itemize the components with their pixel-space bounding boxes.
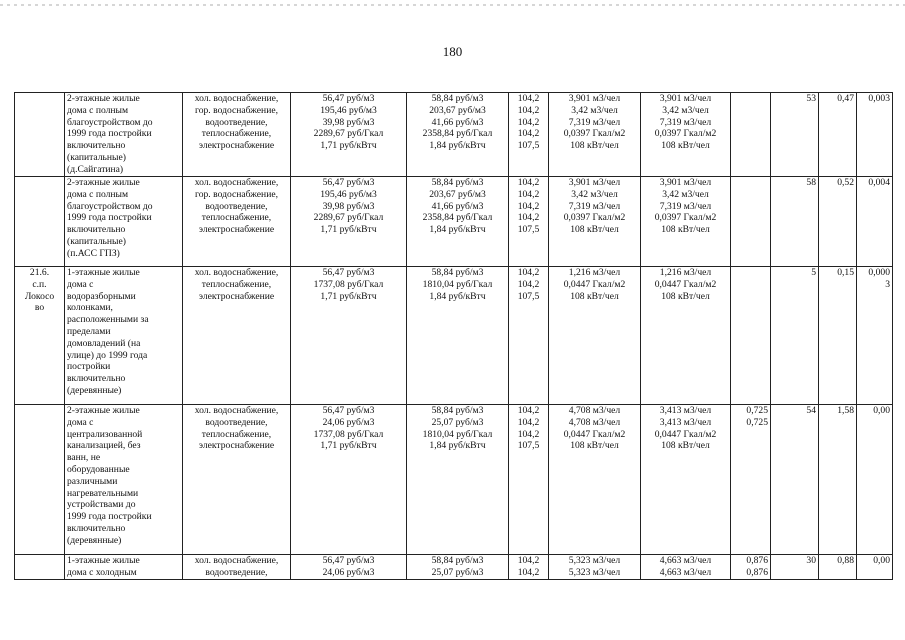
row-tariff-2014-cell: 58,84 руб/м3 25,07 руб/м3 1810,04 руб/Гкал 1,84 руб/кВтч	[407, 405, 509, 555]
row-services-cell: хол. водоснабжение, гор. водоснабжение, водоотведение, теплоснабжение, электроснабжение	[183, 177, 291, 267]
page-number: 180	[442, 44, 463, 59]
row-value2-cell: 0,000 3	[857, 267, 893, 405]
row-count-cell: 54	[771, 405, 819, 555]
row-tariff-2014-cell: 58,84 руб/м3 1810,04 руб/Гкал 1,84 руб/кВтч	[407, 267, 509, 405]
row-tariff-2013-cell: 56,47 руб/м3 195,46 руб/м3 39,98 руб/м3 2289,67 руб/Гкал 1,71 руб/кВтч	[291, 93, 407, 177]
row-index-growth-cell: 104,2 104,2 107,5	[509, 267, 549, 405]
row-services-cell: хол. водоснабжение, гор. водоснабжение, водоотведение, теплоснабжение, электроснабжение	[183, 93, 291, 177]
row-description-cell: 2-этажные жилые дома с полным благоустройством до 1999 года постройки включительно (капитальные) (п.АСС ГПЗ)	[65, 177, 183, 267]
row-index-cell	[15, 93, 65, 177]
row-services-cell: хол. водоснабжение, теплоснабжение, электроснабжение	[183, 267, 291, 405]
row-value1-cell: 0,47	[819, 93, 857, 177]
row-norm-old-cell: 5,323 м3/чел 5,323 м3/чел	[549, 555, 641, 580]
row-count-cell: 30	[771, 555, 819, 580]
scan-edge	[0, 4, 905, 6]
row-index-growth-cell: 104,2 104,2 104,2 104,2 107,5	[509, 93, 549, 177]
row-value2-cell: 0,004	[857, 177, 893, 267]
row-tariff-2013-cell: 56,47 руб/м3 24,06 руб/м3	[291, 555, 407, 580]
row-value1-cell: 0,52	[819, 177, 857, 267]
row-coefficient-cell	[731, 267, 771, 405]
row-tariff-2013-cell: 56,47 руб/м3 1737,08 руб/Гкал 1,71 руб/кВтч	[291, 267, 407, 405]
row-norm-new-cell: 3,901 м3/чел 3,42 м3/чел 7,319 м3/чел 0,0397 Гкал/м2 108 кВт/чел	[641, 177, 731, 267]
row-value1-cell: 0,88	[819, 555, 857, 580]
row-coefficient-cell: 0,876 0,876	[731, 555, 771, 580]
table-row	[15, 267, 893, 405]
row-norm-old-cell: 3,901 м3/чел 3,42 м3/чел 7,319 м3/чел 0,0397 Гкал/м2 108 кВт/чел	[549, 177, 641, 267]
row-value1-cell: 0,15	[819, 267, 857, 405]
row-tariff-2014-cell: 58,84 руб/м3 203,67 руб/м3 41,66 руб/м3 2358,84 руб/Гкал 1,84 руб/кВтч	[407, 93, 509, 177]
row-coefficient-cell: 0,725 0,725	[731, 405, 771, 555]
row-description-cell: 1-этажные жилые дома с водоразборными колонками, расположенными за пределами домовладений (на улице) до 1999 года постройки включительно (деревянные)	[65, 267, 183, 405]
row-index-growth-cell: 104,2 104,2 104,2 104,2 107,5	[509, 177, 549, 267]
row-index-growth-cell: 104,2 104,2 104,2 107,5	[509, 405, 549, 555]
row-count-cell: 53	[771, 93, 819, 177]
row-coefficient-cell	[731, 93, 771, 177]
row-count-cell: 58	[771, 177, 819, 267]
row-index-growth-cell: 104,2 104,2	[509, 555, 549, 580]
row-services-cell: хол. водоснабжение, водоотведение,	[183, 555, 291, 580]
row-services-cell: хол. водоснабжение, водоотведение, теплоснабжение, электроснабжение	[183, 405, 291, 555]
row-norm-old-cell: 1,216 м3/чел 0,0447 Гкал/м2 108 кВт/чел	[549, 267, 641, 405]
table-row	[15, 405, 893, 555]
tariff-table	[14, 92, 893, 580]
row-description-cell: 2-этажные жилые дома с полным благоустройством до 1999 года постройки включительно (капитальные) (д.Сайгатина)	[65, 93, 183, 177]
table-row	[15, 177, 893, 267]
row-value2-cell: 0,00	[857, 555, 893, 580]
table-row	[15, 555, 893, 580]
row-description-cell: 1-этажные жилые дома с холодным	[65, 555, 183, 580]
row-index-cell: 21.6. с.п. Локосо во	[15, 267, 65, 405]
row-tariff-2014-cell: 58,84 руб/м3 203,67 руб/м3 41,66 руб/м3 2358,84 руб/Гкал 1,84 руб/кВтч	[407, 177, 509, 267]
table-row	[15, 93, 893, 177]
row-description-cell: 2-этажные жилые дома с централизованной канализацией, без ванн, не оборудованные различными нагревательными устройствами до 1999 года постройки включительно (деревянные)	[65, 405, 183, 555]
row-value2-cell: 0,003	[857, 93, 893, 177]
row-norm-old-cell: 4,708 м3/чел 4,708 м3/чел 0,0447 Гкал/м2 108 кВт/чел	[549, 405, 641, 555]
row-index-cell	[15, 177, 65, 267]
row-index-cell	[15, 405, 65, 555]
row-index-cell	[15, 555, 65, 580]
row-tariff-2013-cell: 56,47 руб/м3 195,46 руб/м3 39,98 руб/м3 2289,67 руб/Гкал 1,71 руб/кВтч	[291, 177, 407, 267]
row-norm-new-cell: 4,663 м3/чел 4,663 м3/чел	[641, 555, 731, 580]
row-tariff-2014-cell: 58,84 руб/м3 25,07 руб/м3	[407, 555, 509, 580]
row-norm-new-cell: 3,413 м3/чел 3,413 м3/чел 0,0447 Гкал/м2 108 кВт/чел	[641, 405, 731, 555]
row-value2-cell: 0,00	[857, 405, 893, 555]
row-norm-new-cell: 3,901 м3/чел 3,42 м3/чел 7,319 м3/чел 0,0397 Гкал/м2 108 кВт/чел	[641, 93, 731, 177]
row-tariff-2013-cell: 56,47 руб/м3 24,06 руб/м3 1737,08 руб/Гкал 1,71 руб/кВтч	[291, 405, 407, 555]
row-value1-cell: 1,58	[819, 405, 857, 555]
row-count-cell: 5	[771, 267, 819, 405]
row-coefficient-cell	[731, 177, 771, 267]
row-norm-old-cell: 3,901 м3/чел 3,42 м3/чел 7,319 м3/чел 0,0397 Гкал/м2 108 кВт/чел	[549, 93, 641, 177]
row-norm-new-cell: 1,216 м3/чел 0,0447 Гкал/м2 108 кВт/чел	[641, 267, 731, 405]
